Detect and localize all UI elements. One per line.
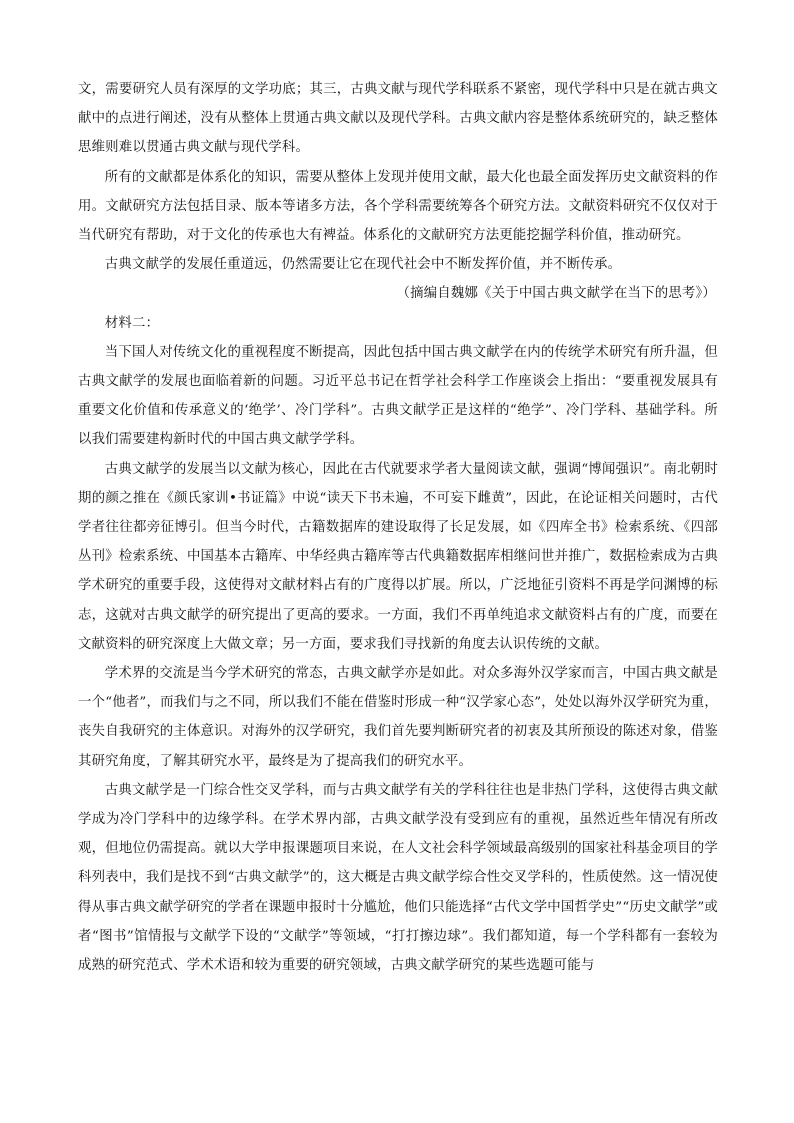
paragraph-continued: 文，需要研究人员有深厚的文学功底；其三，古典文献与现代学科联系不紧密，现代学科中只是在就古典文献中的点进行阐述，没有从整体上贯通古典文献以及现代学科。古典文献内容是整体系统研究的，缺乏整体思维则难以贯通古典文献与现代学科。: [78, 82, 718, 156]
paragraph-literature-core: 古典文献学的发展当以文献为核心，因此在古代就要求学者大量阅读文献，强调“博闻强识”。南北朝时期的颜之推在《颜氏家训•书证篇》中说“读天下书未遍，不可妄下雌黄”，因此，在论证相关问题时，古代学者往往都旁征博引。但当今时代，古籍数据库的建设取得了长足发展，如《四库全书》检索系统、《四部丛刊》检索系统、中国基本古籍库、中华经典古籍库等古代典籍数据库相继问世并推广，数据检索成为古典学术研究的重要手段，这使得对文献材料占有的广度得以扩展。所以，广泛地征引资料不再是学问渊博的标志，这就对古典文献学的研究提出了更高的要求。一方面，我们不再单纯追求文献资料占有的广度，而要在文献资料的研究深度上大做文章；另一方面，要求我们寻找新的角度去认识传统的文献。: [78, 461, 718, 652]
paragraph-systematic-literature: 所有的文献都是体系化的知识，需要从整体上发现并使用文献，最大化也最全面发挥历史文献资料的作用。文献研究方法包括目录、版本等诸多方法，各个学科需要统筹各个研究方法。文献资料研究不仅仅对于当代研究有帮助，对于文化的传承也大有裨益。体系化的文献研究方法更能挖掘学科价值，推动研究。: [78, 169, 718, 244]
section-heading-material-two: 材料二：: [104, 315, 160, 331]
source-citation: （摘编自魏娜《关于中国古典文献学在当下的思考》）: [396, 286, 716, 302]
paragraph-development-future: 古典文献学的发展任重道远，仍然需要让它在现代社会中不断发挥价值，并不断传承。: [104, 257, 622, 273]
paragraph-traditional-culture: 当下国人对传统文化的重视程度不断提高，因此包括中国古典文献学在内的传统学术研究有所升温，但古典文献学的发展也面临着新的问题。习近平总书记在哲学社会科学工作座谈会上指出：“要重视发展具有重要文化价值和传承意义的‘绝学’、冷门学科”。古典文献学正是这样的“绝学”、冷门学科、基础学科。所以我们需要建构新时代的中国古典文献学学科。: [78, 344, 718, 448]
document-page: [78, 75, 718, 980]
paragraph-interdisciplinary: 古典文献学是一门综合性交叉学科，而与古典文献学有关的学科往往也是非热门学科，这使得古典文献学成为冷门学科中的边缘学科。在学术界内部，古典文献学没有受到应有的重视，虽然近些年情况有所改观，但地位仍需提高。就以大学申报课题项目来说，在人文社会科学领域最高级别的国家社科基金项目的学科列表中，我们是找不到“古典文献学”的，这大概是古典文献学综合性交叉学科的，性质使然。这一情况使得从事古典文献学研究的学者在课题申报时十分尴尬，他们只能选择“古代文学中国哲学史”“历史文献学”或者“图书”馆情报与文献学下设的“文献学”等领域，“打打擦边球”。我们都知道，每一个学科都有一套较为成熟的研究范式、学术术语和较为重要的研究领域，古典文献学研究的某些选题可能与: [78, 782, 718, 974]
paragraph-academic-exchange: 学术界的交流是当今学术研究的常态，古典文献学亦是如此。对众多海外汉学家而言，中国古典文献是一个“他者”，而我们与之不同，所以我们不能在借鉴时形成一种“汉学家心态”，处处以海外汉学研究为重，丧失自我研究的主体意识。对海外的汉学研究，我们首先要判断研究者的初衷及其所预设的陈述对象，借鉴其研究角度，了解其研究水平，最终是为了提高我们的研究水平。: [78, 666, 718, 769]
